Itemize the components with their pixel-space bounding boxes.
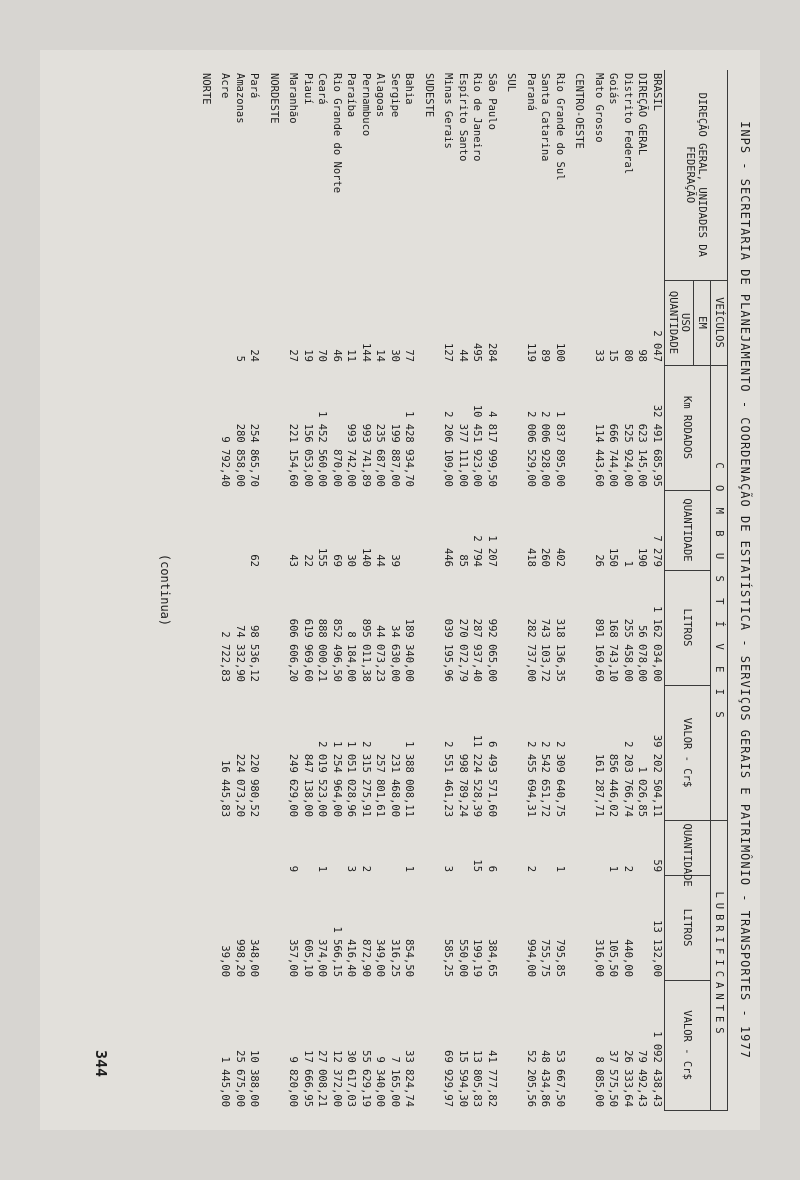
- cell-lv: 9 340,00: [374, 1056, 387, 1108]
- cell-lq: 1: [607, 865, 620, 873]
- comb-litros-header: LITROS: [665, 570, 711, 685]
- cell-lv: 53 667,50: [554, 1050, 566, 1108]
- row-label: Alagoas: [374, 73, 387, 118]
- cell-lq: 15: [471, 859, 484, 873]
- cell-cv: 2 019 523,00: [316, 741, 329, 818]
- cell-lit: 606 606,20: [287, 618, 300, 682]
- cell-veh: 70: [316, 349, 329, 362]
- cell-veh: 30: [389, 349, 401, 362]
- cell-lit: 270 072,79: [457, 618, 469, 682]
- cell-lq: [301, 820, 316, 875]
- table-row: [286, 70, 301, 1110]
- region-label: SUL: [505, 73, 518, 92]
- cell-lq: [247, 820, 267, 875]
- row-label: São Paulo: [486, 73, 498, 130]
- cell-lq: [218, 820, 233, 875]
- cell-km: 2 006 529,00: [525, 411, 537, 487]
- cell-ll: 585,25: [442, 939, 455, 978]
- cell-ll: 348,00: [248, 939, 261, 978]
- cell-cq: 7 279: [651, 535, 663, 567]
- row-label: Amazonas: [234, 73, 246, 124]
- cell-cv: 2 455 694,31: [525, 741, 537, 818]
- cell-lv: 79 492,43: [636, 1050, 649, 1108]
- cell-ll: 998,20: [234, 939, 246, 978]
- row-label: Espírito Santo: [457, 73, 469, 162]
- cell-lit: 8 184,00: [345, 631, 358, 682]
- table-row: [650, 70, 665, 1110]
- row-label: Acre: [219, 73, 232, 99]
- row-label: DIREÇÃO GERAL: [636, 73, 649, 156]
- row-label: Pernambuco: [360, 73, 372, 137]
- cell-lit: 168 743,10: [607, 618, 620, 682]
- row-label: Distrito Federal: [622, 73, 634, 175]
- cell-cq: 1: [622, 560, 634, 567]
- table-row: [553, 70, 573, 1110]
- cell-km: 9 792,40: [219, 436, 232, 487]
- cell-ll: 755,75: [539, 939, 552, 978]
- cell-lit: 44 073,23: [374, 625, 387, 682]
- cell-cv: 2 315 275,91: [360, 741, 372, 818]
- cell-lv: 1 092 438,43: [651, 1031, 663, 1108]
- table-row: [470, 70, 485, 1110]
- region-row: [422, 70, 442, 1110]
- lub-valor-header: VALOR - Cr$: [665, 980, 711, 1110]
- cell-cv: 231 468,00: [389, 753, 401, 818]
- row-label: Rio Grande do Norte: [331, 73, 343, 194]
- cell-lit: 743 103,72: [539, 618, 552, 682]
- cell-km: 1 837 895,00: [554, 411, 566, 487]
- cell-veh: 44: [457, 349, 469, 362]
- cell-km: 32 491 685,95: [651, 404, 663, 487]
- cell-lit: 619 969,60: [302, 618, 314, 682]
- cell-veh: 15: [607, 349, 620, 362]
- table-row: [592, 70, 607, 1110]
- row-label: Ceará: [316, 73, 329, 105]
- row-label: Bahia: [403, 73, 416, 105]
- comb-valor-header: VALOR - Cr$: [665, 685, 711, 820]
- cell-km: 221 154,60: [287, 423, 300, 487]
- cell-veh: 11: [345, 349, 358, 362]
- cell-lq: 1: [403, 865, 416, 873]
- cell-km: 114 443,60: [593, 423, 605, 487]
- cell-cv: 2 309 640,75: [554, 741, 566, 818]
- region-row: [504, 70, 524, 1110]
- cell-lq: 1: [316, 865, 329, 873]
- cell-lit: 34 630,00: [389, 625, 401, 682]
- cell-km: 623 145,00: [636, 423, 649, 487]
- cell-lit: 891 169,69: [593, 618, 605, 682]
- cell-lv: 52 205,56: [525, 1050, 537, 1108]
- table-row: [441, 70, 456, 1110]
- table-row: [485, 70, 505, 1110]
- cell-veh: 33: [593, 349, 605, 362]
- vehicles-header-qty: QUANTIDADE: [667, 290, 679, 355]
- row-label: Sergipe: [389, 73, 401, 118]
- region-row: [267, 70, 287, 1110]
- cell-km: 666 744,00: [607, 423, 620, 487]
- cell-veh: 127: [442, 343, 455, 362]
- row-label: Paraná: [525, 73, 537, 111]
- cell-km: 870,00: [331, 449, 343, 487]
- cell-lv: 41 777,82: [486, 1050, 498, 1108]
- cell-cq: 39: [389, 554, 401, 567]
- cell-cv: 257 801,61: [374, 753, 387, 818]
- cell-ll: 349,00: [374, 939, 387, 978]
- cell-cq: 30: [345, 554, 358, 567]
- cell-lv: 8 085,00: [593, 1056, 605, 1108]
- cell-cq: 155: [316, 548, 329, 567]
- cell-veh: [218, 280, 233, 365]
- cell-lq: [233, 820, 248, 875]
- cell-cq: 150: [607, 548, 620, 567]
- cell-cv: 161 287,71: [593, 753, 605, 818]
- cell-lq: [592, 820, 607, 875]
- cell-lit: 74 332,90: [234, 625, 246, 682]
- cell-lv: 25 675,00: [234, 1050, 246, 1108]
- cell-cq: 1 207: [486, 535, 498, 567]
- table-row: [388, 70, 403, 1110]
- cell-cv: 2 203 766,74: [622, 741, 634, 818]
- cell-ll: 357,00: [287, 939, 300, 978]
- cell-cv: 1 388 008,11: [403, 741, 416, 818]
- cell-cv: 847 138,00: [302, 753, 314, 818]
- cell-lit: 98 536,12: [248, 625, 261, 682]
- cell-lv: 69 929,97: [442, 1050, 455, 1108]
- cell-lq: [635, 820, 650, 875]
- cell-lit: 039 195,96: [442, 618, 455, 682]
- cell-lit: 56 078,00: [636, 625, 649, 682]
- cell-km: 280 858,00: [234, 423, 246, 487]
- cell-ll: 13 132,00: [651, 920, 663, 978]
- region-label: SUDESTE: [423, 73, 435, 118]
- cell-cv: 2 542 651,72: [539, 741, 552, 818]
- table-row: [402, 70, 422, 1110]
- cell-cq: 402: [554, 548, 566, 567]
- cell-cv: 39 202 504,11: [651, 734, 663, 818]
- cell-km: 156 053,00: [302, 423, 314, 487]
- cell-lq: [388, 820, 403, 875]
- table-row: [621, 70, 636, 1110]
- cell-cv: 6 493 571,60: [486, 741, 498, 818]
- cell-veh: 19: [302, 349, 314, 362]
- cell-lv: 33 824,74: [403, 1050, 416, 1108]
- vehicles-header-top: VEÍCULOS: [711, 280, 728, 365]
- cell-ll: 795,85: [554, 939, 566, 978]
- cell-lit: 992 065,00: [486, 618, 498, 682]
- cell-lv: 15 594,30: [457, 1050, 469, 1108]
- row-label: Paraíba: [345, 73, 358, 118]
- cell-cv: 16 445,83: [219, 760, 232, 818]
- cell-veh: 80: [622, 349, 634, 362]
- cell-ll: 550,00: [457, 939, 469, 978]
- cell-lq: 1: [554, 865, 566, 873]
- cell-ll: 872,90: [360, 939, 372, 978]
- col-label-header: DIREÇÃO GERAL, UNIDADES DA FEDERAÇÃO: [665, 70, 728, 280]
- cell-cv: 998 789,24: [457, 753, 469, 818]
- cell-lit: 287 937,40: [471, 618, 484, 682]
- region-row: [572, 70, 592, 1110]
- row-label: Rio de Janeiro: [471, 73, 484, 162]
- cell-lq: 3: [345, 865, 358, 873]
- region-row: [199, 70, 219, 1110]
- cell-lit: 189 340,00: [403, 618, 416, 682]
- transport-table: [199, 70, 729, 1111]
- cell-lit: 1 162 034,00: [651, 606, 663, 682]
- vehicles-header-uso: USO: [679, 313, 691, 332]
- row-label: Minas Gerais: [442, 73, 455, 149]
- cell-veh: 119: [525, 343, 537, 362]
- cell-lit: 255 458,00: [622, 618, 634, 682]
- lubrificantes-group-header: LUBRIFICANTES: [711, 820, 728, 1110]
- cell-ll: 39,00: [219, 945, 232, 978]
- cell-cv: 220 980,52: [248, 753, 261, 818]
- cell-veh: 2 047: [651, 330, 663, 362]
- cell-cq: 418: [525, 548, 537, 567]
- cell-km: 235 687,00: [374, 423, 387, 487]
- cell-lq: 6: [486, 865, 498, 873]
- cell-veh: 284: [486, 343, 498, 362]
- cell-ll: 384,65: [486, 939, 498, 978]
- table-row: [301, 70, 316, 1110]
- table-row: [315, 70, 330, 1110]
- table-body: [199, 70, 665, 1110]
- cell-lq: 2: [525, 865, 537, 873]
- cell-km: 993 741,89: [360, 423, 372, 487]
- cell-veh: 14: [374, 349, 387, 362]
- cell-veh: 27: [287, 349, 300, 362]
- cell-lit: 888 000,21: [316, 618, 329, 682]
- table-row: [247, 70, 267, 1110]
- cell-lq: 2: [360, 865, 372, 873]
- table-row: [524, 70, 539, 1110]
- table-row: [456, 70, 471, 1110]
- cell-cq: 62: [248, 554, 261, 567]
- table-row: [606, 70, 621, 1110]
- cell-lv: 37 575,50: [607, 1050, 620, 1108]
- cell-veh: 89: [539, 349, 552, 362]
- table-row: [635, 70, 650, 1110]
- cell-lv: 1 445,00: [219, 1056, 232, 1108]
- cell-km: 993 742,00: [345, 423, 358, 487]
- cell-lit: 318 136,35: [554, 618, 566, 682]
- row-label: Santa Catarina: [539, 73, 552, 162]
- cell-ll: 854,50: [403, 939, 416, 978]
- cell-cq: 26: [593, 554, 605, 567]
- lub-litros-header: LITROS: [665, 875, 711, 980]
- cell-cv: 249 629,00: [287, 753, 300, 818]
- region-label: NORTE: [200, 73, 212, 105]
- vehicles-header-bottom: [665, 280, 694, 365]
- cell-cv: 1 026,85: [636, 766, 649, 818]
- cell-lq: 59: [651, 859, 663, 873]
- cell-cq: [233, 490, 248, 570]
- cell-lit: 2 722,83: [219, 631, 232, 682]
- cell-km: 1 428 934,70: [403, 411, 416, 487]
- cell-lq: [330, 820, 345, 875]
- cell-ll: 416,40: [345, 939, 358, 978]
- cell-km: 2 206 109,00: [442, 411, 455, 487]
- cell-lq: [538, 820, 553, 875]
- comb-qty-header: QUANTIDADE: [665, 490, 711, 570]
- cell-cq: 140: [360, 548, 372, 567]
- table-row: [233, 70, 248, 1110]
- cell-lq: 2: [622, 865, 634, 873]
- cell-lq: [456, 820, 471, 875]
- cell-lit: 895 011,38: [360, 618, 372, 682]
- row-label: BRASIL: [651, 73, 663, 111]
- region-label: CENTRO-OESTE: [573, 73, 586, 149]
- row-label: Rio Grande do Sul: [554, 73, 566, 181]
- cell-lv: 27 008,21: [316, 1050, 329, 1108]
- cell-cq: 2 794: [471, 535, 484, 567]
- cell-lit: 852 496,50: [331, 618, 343, 682]
- cell-km: 199 887,00: [389, 423, 401, 487]
- cell-cq: [218, 490, 233, 570]
- cell-ll: 605,10: [302, 939, 314, 978]
- cell-km: 1 452 560,00: [316, 411, 329, 487]
- cell-cv: 224 073,20: [234, 753, 246, 818]
- cell-veh: 98: [636, 349, 649, 362]
- cell-lit: 282 737,00: [525, 618, 537, 682]
- cell-ll: 440,00: [622, 939, 634, 978]
- cell-lv: 10 388,00: [248, 1050, 261, 1108]
- cell-lv: 17 666,95: [302, 1050, 314, 1108]
- page-header: INPS - SECRETARIA DE PLANEJAMENTO - COORDENAÇÃO DE ESTATÍSTICA - SERVIÇOS GERAIS E PATRIMÔNIO - TRANSPORTES - 1977: [738, 121, 752, 1059]
- combustiveis-group-header: C O M B U S T Í V E I S: [711, 365, 728, 820]
- cell-lv: 12 372,00: [331, 1050, 343, 1108]
- table-row: [330, 70, 345, 1110]
- cell-cv: 856 446,02: [607, 753, 620, 818]
- cell-ll: [635, 875, 650, 980]
- cell-veh: 24: [248, 349, 261, 362]
- cell-ll: 316,00: [593, 939, 605, 978]
- cell-cq: 22: [302, 554, 314, 567]
- cell-lq: 3: [442, 865, 455, 873]
- row-label: Piauí: [302, 73, 314, 105]
- cell-lv: 26 333,64: [622, 1050, 634, 1108]
- cell-ll: 105,50: [607, 939, 620, 978]
- cell-lv: 9 820,00: [287, 1056, 300, 1108]
- cell-cq: 85: [457, 554, 469, 567]
- cell-cq: [402, 490, 422, 570]
- cell-veh: 5: [234, 355, 246, 362]
- cell-cv: 2 551 461,23: [442, 741, 455, 818]
- cell-km: 4 817 999,50: [486, 411, 498, 487]
- cell-veh: 495: [471, 343, 484, 362]
- cell-ll: 1 566,15: [331, 926, 343, 978]
- table-row: [218, 70, 233, 1110]
- cell-lv: 7 165,00: [389, 1056, 401, 1108]
- cell-lv: 13 805,83: [471, 1050, 484, 1108]
- cell-cq: 260: [539, 548, 552, 567]
- cell-veh: 77: [403, 349, 416, 362]
- row-label: Maranhão: [287, 73, 300, 124]
- rotated-page: [40, 50, 760, 1130]
- cell-km: 377 111,00: [457, 423, 469, 487]
- cell-km: 2 006 928,00: [539, 411, 552, 487]
- row-label: Goiás: [607, 73, 620, 105]
- cell-km: 254 865,70: [248, 423, 261, 487]
- cell-ll: 994,00: [525, 939, 537, 978]
- cell-cv: 11 224 528,39: [471, 734, 484, 818]
- cell-lv: 30 617,03: [345, 1050, 358, 1108]
- region-label: NORDESTE: [268, 73, 280, 124]
- vehicles-header-mid: EM: [694, 280, 711, 365]
- continua-caption: (continua): [158, 553, 172, 627]
- cell-veh: 100: [554, 343, 566, 362]
- cell-cq: 446: [442, 548, 455, 567]
- cell-cq: 190: [636, 548, 649, 567]
- km-header: Km RODADOS: [665, 365, 711, 490]
- cell-km: 525 924,00: [622, 423, 634, 487]
- table-row: [344, 70, 359, 1110]
- cell-cq: 44: [374, 554, 387, 567]
- table-row: [359, 70, 374, 1110]
- cell-lv: 48 434,86: [539, 1050, 552, 1108]
- table-row: [538, 70, 553, 1110]
- cell-veh: 46: [331, 349, 343, 362]
- cell-cq: 69: [331, 554, 343, 567]
- cell-km: 10 451 923,00: [471, 404, 484, 487]
- table-row: [373, 70, 388, 1110]
- cell-veh: 144: [360, 343, 372, 362]
- cell-cv: 1 254 964,00: [331, 741, 343, 818]
- row-label: Mato Grosso: [593, 73, 605, 143]
- cell-cq: 43: [287, 554, 300, 567]
- cell-cv: 1 051 028,96: [345, 741, 358, 818]
- cell-ll: 374,00: [316, 939, 329, 978]
- row-label: Pará: [248, 73, 261, 99]
- cell-lq: 9: [287, 865, 300, 873]
- cell-ll: 316,25: [389, 939, 401, 978]
- lub-qty-header: QUANTIDADE: [665, 820, 711, 875]
- cell-ll: 199,19: [471, 939, 484, 978]
- cell-lq: [373, 820, 388, 875]
- cell-lv: 55 629,19: [360, 1050, 372, 1108]
- page-number: 344: [92, 1050, 110, 1078]
